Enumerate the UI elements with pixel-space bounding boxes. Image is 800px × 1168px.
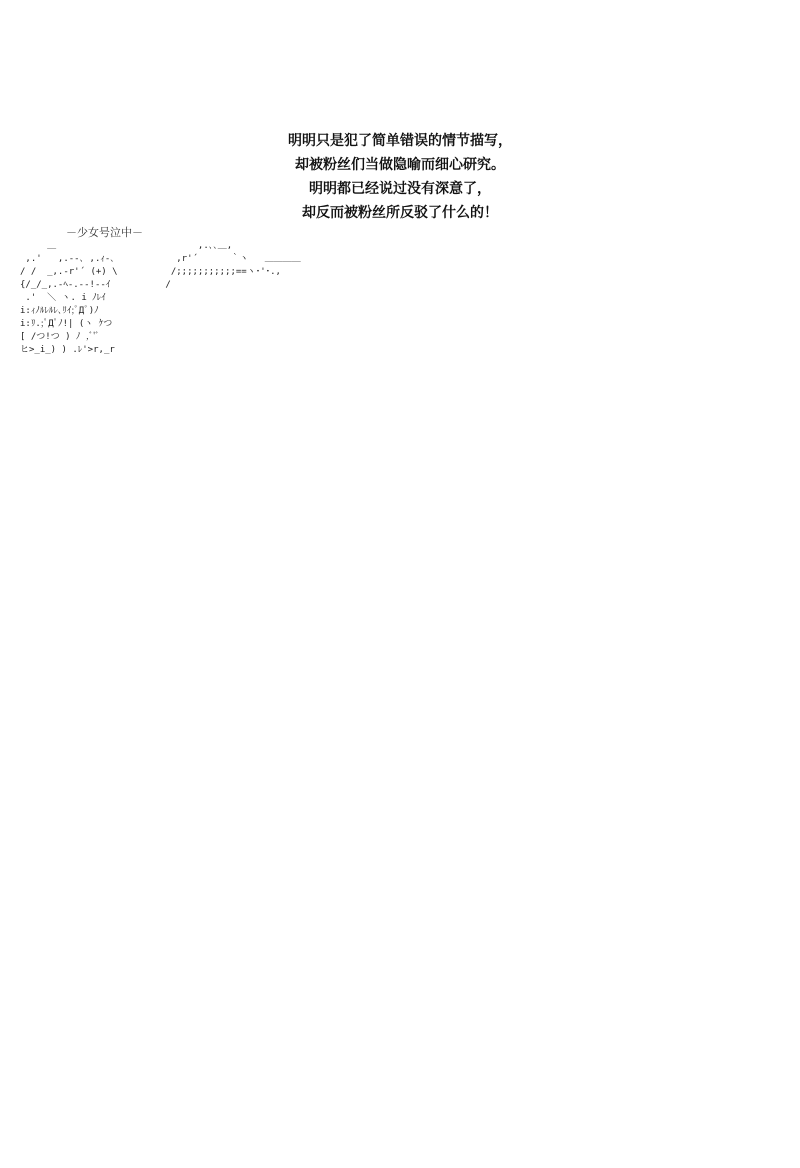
heading-line: 明明只是犯了简单错误的情节描写， [288, 133, 512, 149]
heading-line: 却反而被粉丝所反驳了什么的！ [302, 205, 498, 221]
crying-caption: －少女号泣中－ [66, 226, 143, 239]
heading-line: 却被粉丝们当做隐喻而细心研究。 [295, 157, 505, 173]
ascii-art-vehicle: ,.､､＿, ,r'´ ｀ヽ ＿＿＿＿ /;;;;;;;;;;;==ヽ･'･., / [165, 241, 301, 290]
heading-line: 明明都已经说过没有深意了， [309, 181, 491, 197]
ascii-art-crying-girl: ＿ ,.' ,.--､ ,.ｨ‐､ / / _,.-r'´ (+) \ {/_/_,.-ﾍ‐.--!--ｲ .' ＼ ヽ. i ﾉﾚｲ i:ｨﾉﾙﾚﾙﾚ､ﾘｲ;ﾟДﾟ)ﾉ i:ﾘ.;ﾟДﾟﾉ!| (ヽ ｹつ [ /つ!つ ) ﾉ ,ﾞ'ﾞ ヒ>_i_) ) .ﾚ'>r,_r [20, 241, 118, 355]
